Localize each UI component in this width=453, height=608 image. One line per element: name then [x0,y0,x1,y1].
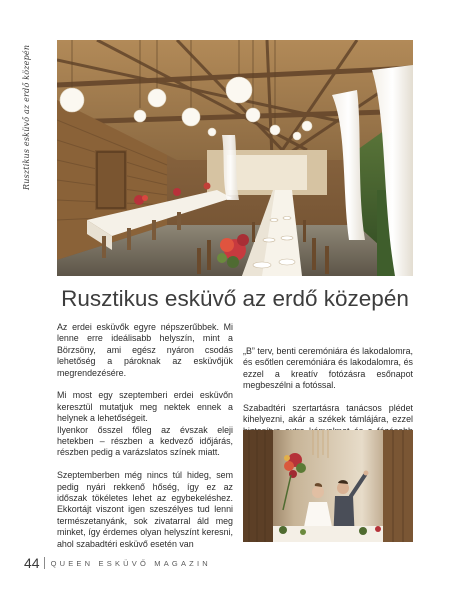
barn-reception-illustration [57,40,413,276]
paragraph: Szeptemberben még nincs túl hideg, sem pedig nyári rekkenő hőség, így ez az időszak tökéletes lehet az egybekeléshez. Ekkortájt viszont igen szeszélyes tud lenni természetanyánk, sok zivatarral áld meg minket, így érdemes olyan helyszínt keresni, ahol szabadtéri esküvő esetén van [57,470,233,549]
paragraph: Szabadtéri szertartásra tanácsos plédet kihelyezni, akár a székek támlájára, ezzel [243,403,413,425]
magazine-name: QUEEN ESKÜVŐ MAGAZIN [50,558,211,568]
side-section-title: Rusztikus esküvő az erdő közepén [22,44,31,190]
paragraph: Az erdei esküvők egyre népszerűbbek. Mi lenne erre ideálisabb helyszín, mint a Börzsöny, ami egész nyáron csodás lehetőség a pároknak az esküvőjük megrendezésére. [57,322,233,378]
paragraph: Mi most egy szeptemberi erdei esküvőn keresztül mutatjuk meg nektek ennek a helynek a lehetőségeit. [57,390,233,424]
page-number: 44 [24,555,40,571]
hero-photo-barn-reception [57,40,413,276]
article-left-column [57,322,233,561]
article-headline: Rusztikus esküvő az erdő közepén [61,286,409,311]
couple-photo-illustration [243,430,413,542]
couple-photo [243,430,413,542]
page-footer [24,554,424,572]
paragraph: Ilyenkor ősszel főleg az évszak eleji hetekben – részben a kedvező időjárás, részben pedig a varázslatos színek miatt. [57,424,233,458]
footer-divider [44,557,45,569]
paragraph: „B” terv, benti ceremóniára és lakodalomra, és esőtlen ceremóniára és lakodalomra, és ezzel a kreatív fotózásra esőnapot megbeszélni a fotóssal. [243,346,413,391]
